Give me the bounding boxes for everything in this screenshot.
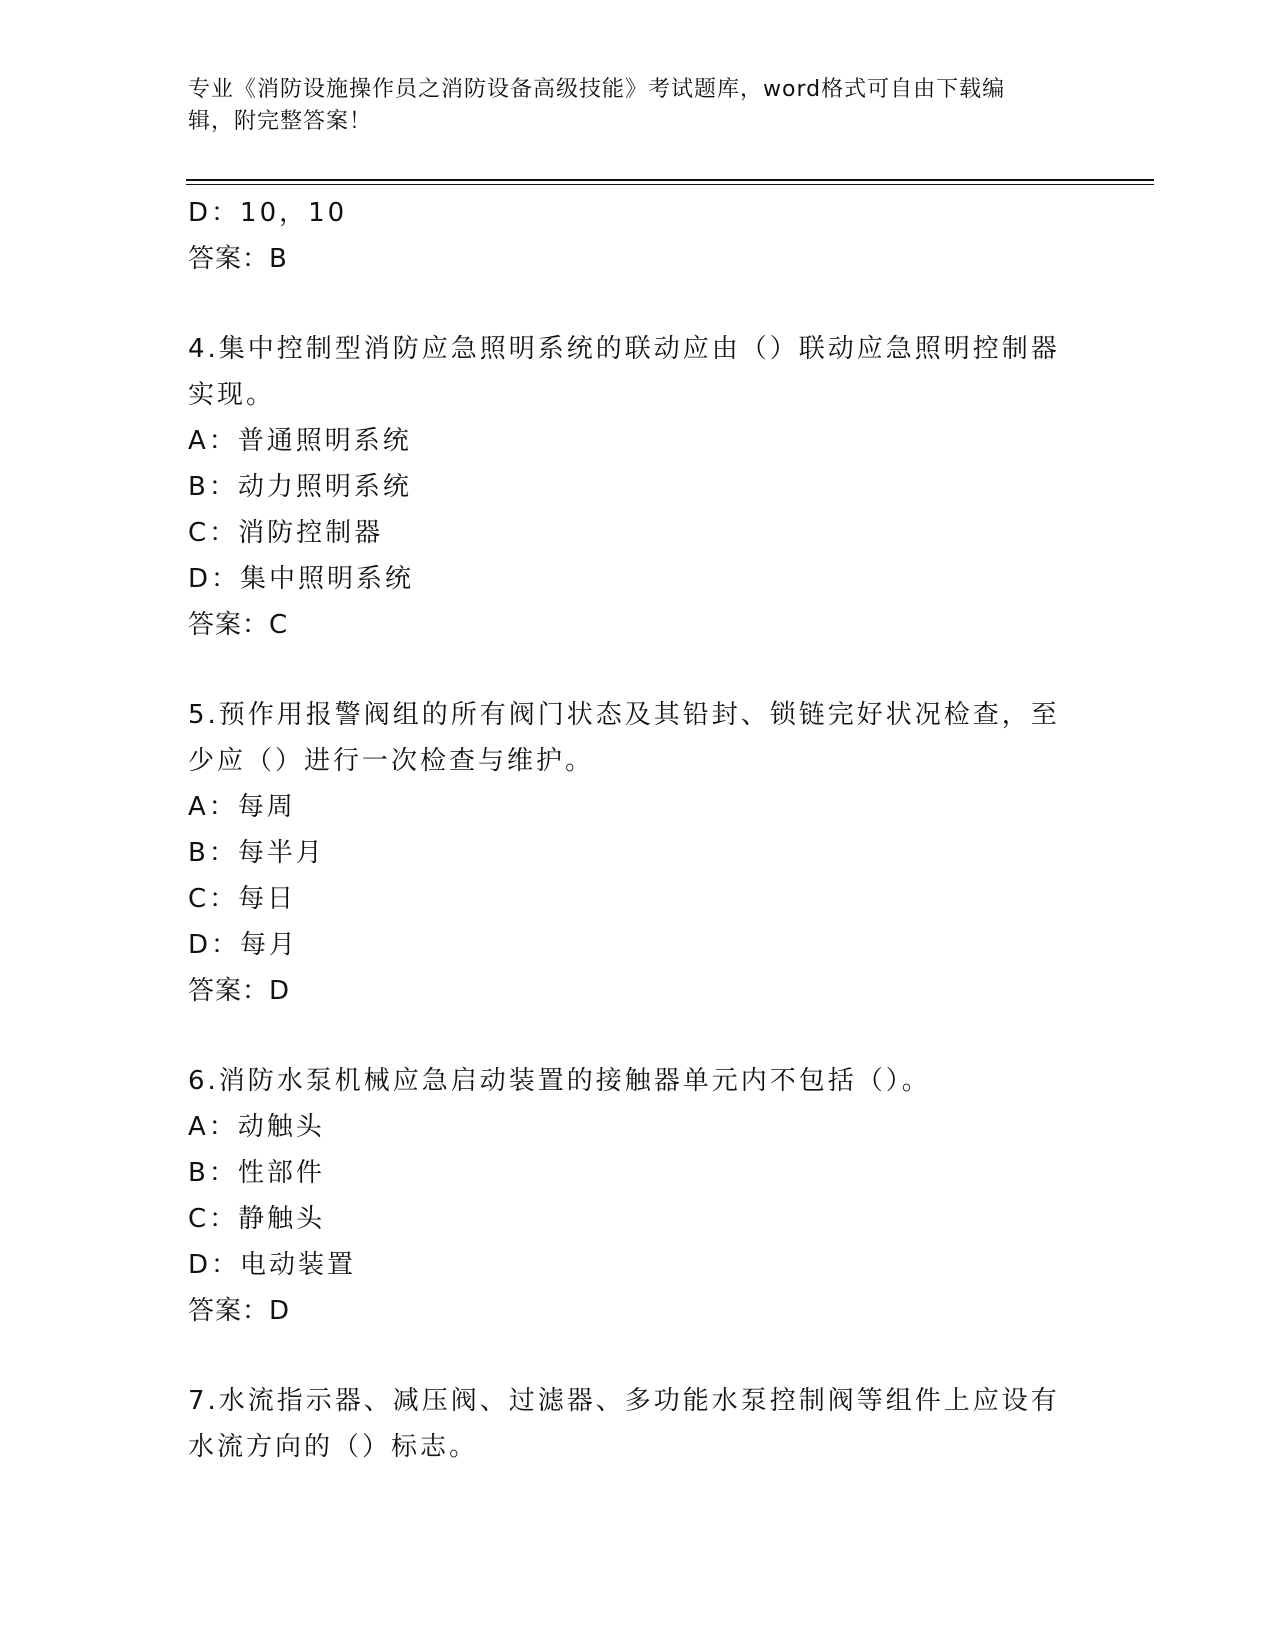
- question-text-line: 6.消防水泵机械应急启动装置的接触器单元内不包括（）。: [188, 1066, 931, 1096]
- option-b: B：性部件: [188, 1158, 325, 1188]
- option-c: C：每日: [188, 884, 297, 914]
- question-text-line: 5.预作用报警阀组的所有阀门状态及其铅封、锁链完好状况检查，至: [188, 700, 1060, 730]
- question-4: [188, 326, 1068, 648]
- option-d: D：电动装置: [188, 1250, 357, 1280]
- question-5: [188, 692, 1068, 1014]
- answer-line: 答案：D: [188, 1296, 291, 1326]
- option-a: A：动触头: [188, 1112, 325, 1142]
- document-header: [188, 74, 1068, 138]
- answer-line: 答案：B: [188, 244, 288, 274]
- option-d: D：10，10: [188, 198, 348, 228]
- option-b: B：动力照明系统: [188, 472, 412, 502]
- question-7: [188, 1378, 1068, 1470]
- option-d: D：每月: [188, 930, 299, 960]
- option-c: C：静触头: [188, 1204, 326, 1234]
- question-text-line: 实现。: [188, 380, 276, 410]
- option-a: A：每周: [188, 792, 296, 822]
- question-list: [188, 190, 1068, 1470]
- question-text-line: 水流方向的（）标志。: [188, 1432, 479, 1462]
- question-6: [188, 1058, 1068, 1334]
- answer-line: 答案：C: [188, 610, 289, 640]
- question-text-line: 少应（）进行一次检查与维护。: [188, 746, 595, 776]
- option-b: B：每半月: [188, 838, 325, 868]
- question-text-line: 4.集中控制型消防应急照明系统的联动应由（）联动应急照明控制器: [188, 334, 1060, 364]
- header-divider-thin: [186, 184, 1154, 185]
- question-text-line: 7.水流指示器、减压阀、过滤器、多功能水泵控制阀等组件上应设有: [188, 1386, 1060, 1416]
- answer-line: 答案：D: [188, 976, 291, 1006]
- header-divider-thick: [186, 179, 1154, 181]
- previous-question-tail: [188, 190, 1068, 282]
- header-line-2: 辑，附完整答案！: [188, 109, 373, 134]
- option-c: C：消防控制器: [188, 518, 384, 548]
- header-line-1: 专业《消防设施操作员之消防设备高级技能》考试题库，word格式可自由下载编: [188, 77, 1006, 102]
- option-d: D：集中照明系统: [188, 564, 415, 594]
- option-a: A：普通照明系统: [188, 426, 412, 456]
